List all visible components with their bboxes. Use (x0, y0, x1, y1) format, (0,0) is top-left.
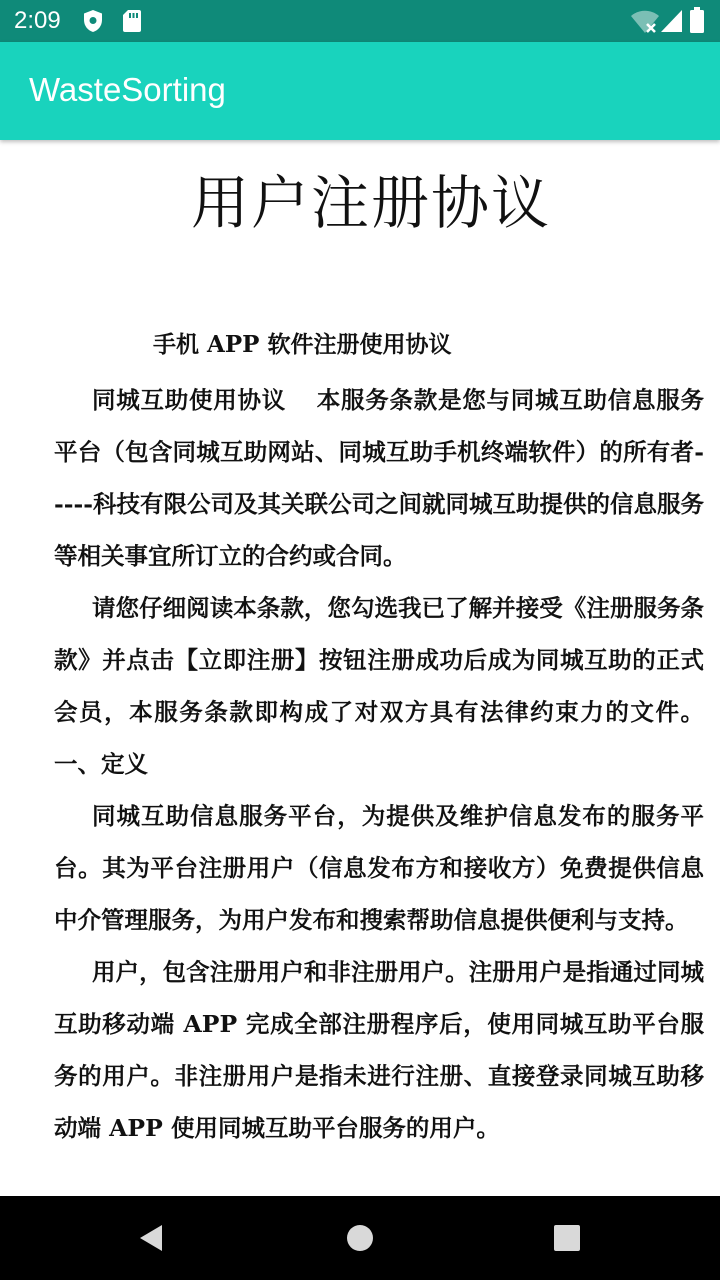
paragraph-text: 用户，包含注册用户和非注册用户。注册用户是指通过同城互助移动端 APP 完成全部注册程序后，使用同城互助平台服务的用户。非注册用户是指未进行注册、直接登录同城互助移动端 APP 使用同城互助平台服务的用户。 (54, 958, 704, 1142)
cell-signal-icon (660, 8, 684, 38)
sd-card-icon (122, 9, 142, 37)
app-title: WasteSorting (29, 71, 226, 108)
paragraph-text: 同城互助信息服务平台，为提供及维护信息发布的服务平台。其为平台注册用户（信息发布方和接收方）免费提供信息中介管理服务，为用户发布和搜索帮助信息提供便利与支持。 (54, 802, 704, 934)
wifi-icon (630, 8, 660, 38)
battery-icon (690, 7, 704, 37)
paragraph (54, 946, 704, 1154)
navigation-bar (0, 1196, 720, 1280)
paragraph (54, 790, 704, 946)
paragraph (54, 582, 704, 790)
recents-button[interactable] (543, 1214, 591, 1262)
home-icon (346, 1224, 374, 1252)
document-subtitle: 手机 APP 软件注册使用协议 (153, 331, 452, 358)
agreement-document[interactable] (0, 140, 720, 1196)
recents-icon (554, 1225, 580, 1251)
shield-icon (82, 9, 104, 37)
app-bar (0, 42, 720, 140)
paragraph-text: 请您仔细阅读本条款，您勾选我已了解并接受《注册服务条款》并点击【立即注册】按钮注册成功后成为同城互助的正式会员，本服务条款即构成了对双方具有法律约束力的文件。 一、定义 (54, 594, 704, 778)
paragraph-text: 本服务条款是您与同城互助信息服务平台（包含同城互助网站、同城互助手机终端软件）的所有者-----科技有限公司及其关联公司之间就同城互助提供的信息服务等相关事宜所订立的合约或合同。 (54, 386, 705, 570)
paragraph-lead: 同城互助使用协议 (92, 386, 286, 414)
home-button[interactable] (336, 1214, 384, 1262)
back-button[interactable] (127, 1214, 175, 1262)
document-body (54, 374, 704, 1154)
back-icon (136, 1222, 166, 1254)
status-time: 2:09 (14, 7, 61, 34)
status-bar (0, 0, 720, 42)
document-title: 用户注册协议 (190, 169, 551, 237)
paragraph (54, 374, 704, 582)
